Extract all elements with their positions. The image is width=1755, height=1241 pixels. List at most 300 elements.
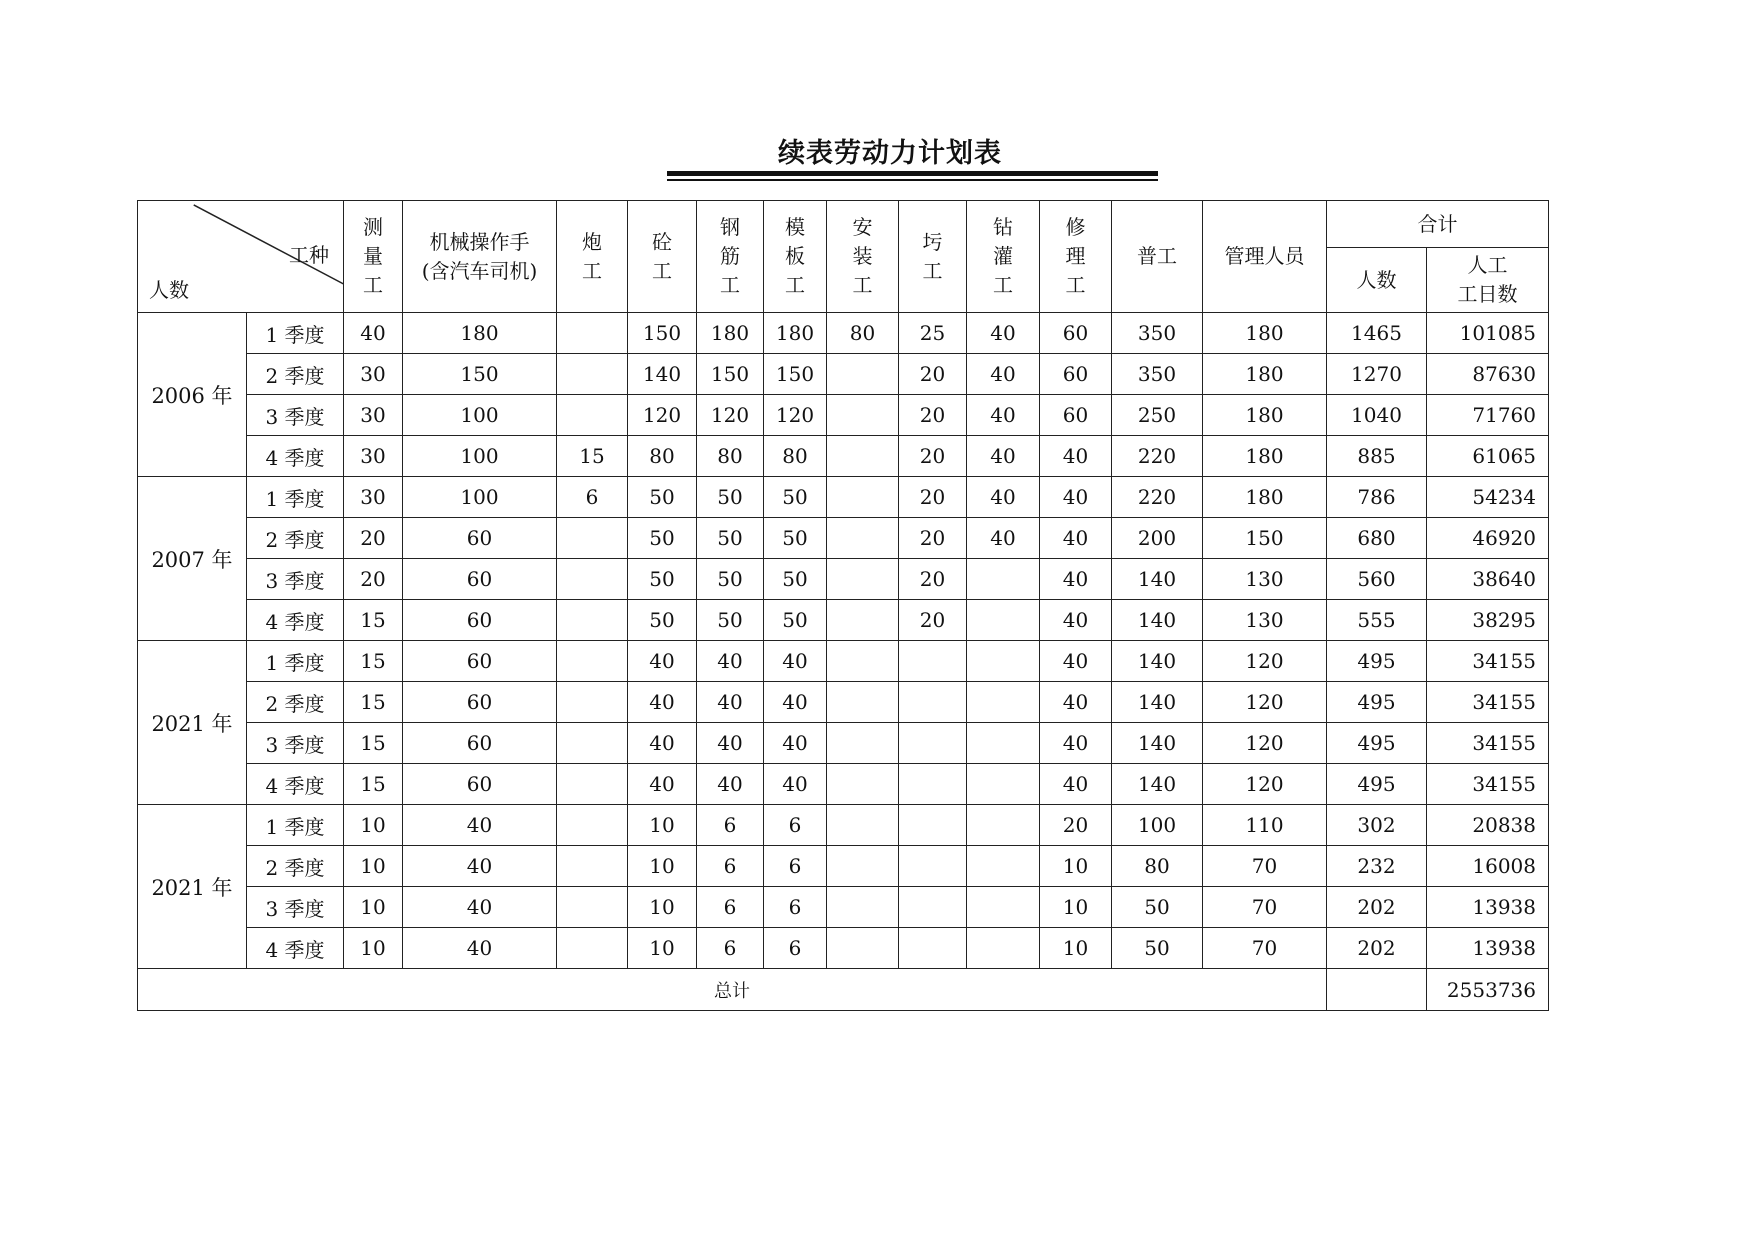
col-header-text: 炮	[582, 229, 602, 254]
col-header-repair	[1040, 201, 1112, 313]
total-workdays-cell: 46920	[1427, 518, 1549, 559]
value-cell-installer: 80	[827, 313, 899, 354]
value-cell-masonry: 20	[899, 354, 967, 395]
value-cell-blasting	[557, 559, 628, 600]
value-cell-masonry: 20	[899, 518, 967, 559]
quarter-cell: 2 季度	[247, 354, 344, 395]
quarter-cell: 1 季度	[247, 805, 344, 846]
value-cell-blasting	[557, 887, 628, 928]
quarter-cell: 2 季度	[247, 682, 344, 723]
year-cell: 2007 年	[138, 477, 247, 641]
total-workdays-cell: 87630	[1427, 354, 1549, 395]
col-header-text: 管理人员	[1224, 244, 1305, 268]
col-header-masonry	[899, 201, 967, 313]
value-cell-masonry: 25	[899, 313, 967, 354]
value-cell-masonry	[899, 928, 967, 969]
value-cell-concrete: 10	[628, 928, 697, 969]
value-cell-general: 140	[1112, 682, 1203, 723]
total-people-cell: 1465	[1327, 313, 1427, 354]
value-cell-survey: 10	[344, 846, 403, 887]
table-row	[138, 887, 1549, 928]
year-cell: 2021 年	[138, 641, 247, 805]
value-cell-concrete: 50	[628, 477, 697, 518]
value-cell-masonry	[899, 682, 967, 723]
corner-type-label: 工种	[289, 243, 329, 267]
table-row	[138, 723, 1549, 764]
col-header-text: 圬	[922, 229, 943, 254]
value-cell-blasting	[557, 641, 628, 682]
value-cell-masonry: 20	[899, 477, 967, 518]
value-cell-machinery: 180	[403, 313, 557, 354]
value-cell-installer	[827, 764, 899, 805]
col-header-text: 理	[1065, 244, 1086, 268]
value-cell-general: 220	[1112, 436, 1203, 477]
value-cell-survey: 20	[344, 518, 403, 559]
total-workdays-cell: 13938	[1427, 887, 1549, 928]
title-underline-thin	[667, 179, 1158, 181]
value-cell-formwork: 40	[764, 641, 827, 682]
total-workdays-cell: 16008	[1427, 846, 1549, 887]
col-header-text: 工	[1065, 273, 1086, 297]
col-header-rebar	[697, 201, 764, 313]
value-cell-formwork: 180	[764, 313, 827, 354]
table-row	[138, 477, 1549, 518]
table-row	[138, 928, 1549, 969]
value-cell-repair: 10	[1040, 928, 1112, 969]
value-cell-concrete: 140	[628, 354, 697, 395]
col-header-drilling	[967, 201, 1040, 313]
corner-count-label: 人数	[149, 278, 189, 302]
value-cell-drilling	[967, 805, 1040, 846]
value-cell-machinery: 40	[403, 805, 557, 846]
quarter-cell: 4 季度	[247, 436, 344, 477]
value-cell-concrete: 50	[628, 518, 697, 559]
value-cell-installer	[827, 805, 899, 846]
col-header-text: (含汽车司机)	[421, 258, 538, 283]
value-cell-blasting	[557, 723, 628, 764]
value-cell-rebar: 150	[697, 354, 764, 395]
value-cell-blasting	[557, 846, 628, 887]
quarter-cell: 3 季度	[247, 559, 344, 600]
value-cell-general: 350	[1112, 354, 1203, 395]
value-cell-installer	[827, 887, 899, 928]
value-cell-installer	[827, 436, 899, 477]
grand-total-label: 总计	[138, 969, 1327, 1011]
col-header-people: 人数	[1327, 248, 1427, 313]
table-row	[138, 436, 1549, 477]
col-header-text: 工	[363, 273, 383, 297]
table-row	[138, 682, 1549, 723]
value-cell-rebar: 40	[697, 764, 764, 805]
value-cell-repair: 10	[1040, 846, 1112, 887]
value-cell-masonry	[899, 764, 967, 805]
value-cell-blasting	[557, 313, 628, 354]
value-cell-management: 120	[1203, 641, 1327, 682]
table-row	[138, 846, 1549, 887]
value-cell-management: 120	[1203, 682, 1327, 723]
value-cell-machinery: 40	[403, 928, 557, 969]
col-header-text: 人工	[1467, 253, 1508, 277]
col-header-text: 砼	[652, 229, 672, 254]
total-workdays-cell: 101085	[1427, 313, 1549, 354]
total-people-cell: 302	[1327, 805, 1427, 846]
quarter-cell: 1 季度	[247, 477, 344, 518]
value-cell-installer	[827, 600, 899, 641]
value-cell-masonry	[899, 805, 967, 846]
value-cell-formwork: 6	[764, 805, 827, 846]
value-cell-concrete: 10	[628, 805, 697, 846]
table-row	[138, 395, 1549, 436]
value-cell-formwork: 120	[764, 395, 827, 436]
value-cell-repair: 20	[1040, 805, 1112, 846]
value-cell-drilling	[967, 764, 1040, 805]
value-cell-installer	[827, 477, 899, 518]
total-people-cell: 495	[1327, 723, 1427, 764]
table-header	[138, 201, 1549, 313]
total-workdays-cell: 34155	[1427, 682, 1549, 723]
value-cell-general: 50	[1112, 887, 1203, 928]
value-cell-survey: 10	[344, 805, 403, 846]
value-cell-installer	[827, 518, 899, 559]
value-cell-rebar: 40	[697, 723, 764, 764]
value-cell-survey: 15	[344, 682, 403, 723]
col-header-survey	[344, 201, 403, 313]
value-cell-drilling: 40	[967, 395, 1040, 436]
value-cell-management: 180	[1203, 354, 1327, 395]
header-corner-cell	[138, 201, 344, 313]
col-header-text: 灌	[993, 244, 1013, 268]
total-people-cell: 680	[1327, 518, 1427, 559]
value-cell-machinery: 150	[403, 354, 557, 395]
col-header-text: 修	[1065, 215, 1086, 239]
table-row	[138, 313, 1549, 354]
value-cell-blasting	[557, 354, 628, 395]
value-cell-installer	[827, 641, 899, 682]
total-people-cell: 560	[1327, 559, 1427, 600]
col-header-text: 筋	[720, 244, 740, 268]
value-cell-survey: 30	[344, 354, 403, 395]
total-people-cell: 1270	[1327, 354, 1427, 395]
value-cell-management: 120	[1203, 764, 1327, 805]
value-cell-blasting	[557, 600, 628, 641]
value-cell-formwork: 150	[764, 354, 827, 395]
total-workdays-cell: 20838	[1427, 805, 1549, 846]
value-cell-survey: 15	[344, 641, 403, 682]
value-cell-blasting: 6	[557, 477, 628, 518]
total-workdays-cell: 34155	[1427, 764, 1549, 805]
value-cell-survey: 30	[344, 395, 403, 436]
quarter-cell: 1 季度	[247, 313, 344, 354]
total-workdays-cell: 38640	[1427, 559, 1549, 600]
value-cell-masonry: 20	[899, 600, 967, 641]
value-cell-concrete: 40	[628, 641, 697, 682]
value-cell-formwork: 6	[764, 846, 827, 887]
value-cell-drilling	[967, 723, 1040, 764]
value-cell-concrete: 40	[628, 723, 697, 764]
total-people-cell: 555	[1327, 600, 1427, 641]
value-cell-concrete: 40	[628, 682, 697, 723]
value-cell-machinery: 40	[403, 846, 557, 887]
value-cell-survey: 40	[344, 313, 403, 354]
value-cell-repair: 40	[1040, 436, 1112, 477]
year-cell: 2021 年	[138, 805, 247, 969]
col-header-text: 量	[363, 244, 383, 268]
value-cell-installer	[827, 682, 899, 723]
value-cell-general: 140	[1112, 764, 1203, 805]
value-cell-management: 180	[1203, 313, 1327, 354]
quarter-cell: 1 季度	[247, 641, 344, 682]
value-cell-machinery: 60	[403, 682, 557, 723]
value-cell-concrete: 50	[628, 559, 697, 600]
value-cell-drilling: 40	[967, 313, 1040, 354]
value-cell-blasting	[557, 928, 628, 969]
value-cell-machinery: 100	[403, 436, 557, 477]
value-cell-repair: 40	[1040, 723, 1112, 764]
col-header-text: 工	[720, 273, 740, 297]
value-cell-management: 180	[1203, 477, 1327, 518]
value-cell-general: 80	[1112, 846, 1203, 887]
col-header-blasting	[557, 201, 628, 313]
col-header-text: 工	[993, 273, 1013, 297]
value-cell-management: 70	[1203, 846, 1327, 887]
total-people-cell: 202	[1327, 928, 1427, 969]
value-cell-management: 130	[1203, 600, 1327, 641]
value-cell-formwork: 50	[764, 600, 827, 641]
value-cell-masonry	[899, 887, 967, 928]
total-workdays-cell: 71760	[1427, 395, 1549, 436]
year-cell: 2006 年	[138, 313, 247, 477]
value-cell-rebar: 80	[697, 436, 764, 477]
value-cell-formwork: 40	[764, 682, 827, 723]
value-cell-formwork: 50	[764, 477, 827, 518]
value-cell-repair: 60	[1040, 395, 1112, 436]
value-cell-rebar: 50	[697, 518, 764, 559]
value-cell-repair: 60	[1040, 313, 1112, 354]
value-cell-concrete: 10	[628, 846, 697, 887]
value-cell-survey: 15	[344, 764, 403, 805]
value-cell-repair: 40	[1040, 600, 1112, 641]
value-cell-masonry	[899, 641, 967, 682]
value-cell-repair: 40	[1040, 641, 1112, 682]
total-workdays-cell: 61065	[1427, 436, 1549, 477]
col-header-management	[1203, 201, 1327, 313]
value-cell-machinery: 60	[403, 559, 557, 600]
title-underline-thick	[667, 171, 1158, 176]
value-cell-management: 130	[1203, 559, 1327, 600]
quarter-cell: 4 季度	[247, 764, 344, 805]
col-header-text: 工	[922, 258, 943, 283]
col-header-general	[1112, 201, 1203, 313]
value-cell-repair: 40	[1040, 477, 1112, 518]
table-row	[138, 805, 1549, 846]
value-cell-blasting	[557, 518, 628, 559]
value-cell-general: 100	[1112, 805, 1203, 846]
value-cell-blasting	[557, 682, 628, 723]
col-header-text: 工	[852, 273, 873, 297]
value-cell-management: 180	[1203, 436, 1327, 477]
total-workdays-cell: 54234	[1427, 477, 1549, 518]
value-cell-formwork: 40	[764, 764, 827, 805]
value-cell-blasting	[557, 395, 628, 436]
value-cell-drilling	[967, 682, 1040, 723]
value-cell-rebar: 180	[697, 313, 764, 354]
value-cell-rebar: 6	[697, 887, 764, 928]
value-cell-general: 250	[1112, 395, 1203, 436]
value-cell-drilling	[967, 928, 1040, 969]
labor-plan-table	[137, 200, 1549, 1011]
quarter-cell: 3 季度	[247, 723, 344, 764]
value-cell-formwork: 80	[764, 436, 827, 477]
value-cell-concrete: 10	[628, 887, 697, 928]
value-cell-machinery: 60	[403, 600, 557, 641]
col-header-text: 测	[363, 215, 383, 239]
col-header-installer	[827, 201, 899, 313]
value-cell-survey: 20	[344, 559, 403, 600]
value-cell-drilling	[967, 887, 1040, 928]
value-cell-general: 140	[1112, 723, 1203, 764]
value-cell-drilling: 40	[967, 354, 1040, 395]
value-cell-general: 220	[1112, 477, 1203, 518]
col-header-concrete	[628, 201, 697, 313]
value-cell-rebar: 50	[697, 559, 764, 600]
value-cell-rebar: 6	[697, 846, 764, 887]
table-row	[138, 518, 1549, 559]
grand-total-workdays: 2553736	[1427, 969, 1549, 1011]
value-cell-machinery: 60	[403, 518, 557, 559]
quarter-cell: 4 季度	[247, 928, 344, 969]
value-cell-management: 70	[1203, 887, 1327, 928]
total-workdays-cell: 38295	[1427, 600, 1549, 641]
value-cell-general: 350	[1112, 313, 1203, 354]
value-cell-formwork: 6	[764, 928, 827, 969]
total-people-cell: 786	[1327, 477, 1427, 518]
value-cell-masonry: 20	[899, 395, 967, 436]
total-people-cell: 1040	[1327, 395, 1427, 436]
value-cell-survey: 15	[344, 600, 403, 641]
value-cell-rebar: 40	[697, 682, 764, 723]
value-cell-general: 50	[1112, 928, 1203, 969]
table-row	[138, 559, 1549, 600]
total-people-cell: 495	[1327, 682, 1427, 723]
value-cell-drilling	[967, 846, 1040, 887]
col-header-text: 装	[852, 244, 873, 268]
document-title: 续表劳动力计划表	[778, 138, 1002, 169]
value-cell-formwork: 50	[764, 518, 827, 559]
value-cell-installer	[827, 846, 899, 887]
table-row	[138, 641, 1549, 682]
value-cell-management: 180	[1203, 395, 1327, 436]
value-cell-rebar: 40	[697, 641, 764, 682]
value-cell-repair: 40	[1040, 764, 1112, 805]
value-cell-concrete: 120	[628, 395, 697, 436]
col-header-text: 安	[852, 215, 873, 239]
total-people-cell: 495	[1327, 764, 1427, 805]
table-row	[138, 764, 1549, 805]
value-cell-rebar: 50	[697, 477, 764, 518]
value-cell-management: 120	[1203, 723, 1327, 764]
value-cell-blasting: 15	[557, 436, 628, 477]
value-cell-concrete: 40	[628, 764, 697, 805]
value-cell-general: 140	[1112, 600, 1203, 641]
value-cell-general: 200	[1112, 518, 1203, 559]
value-cell-drilling	[967, 600, 1040, 641]
value-cell-drilling: 40	[967, 436, 1040, 477]
value-cell-repair: 10	[1040, 887, 1112, 928]
value-cell-rebar: 120	[697, 395, 764, 436]
value-cell-machinery: 100	[403, 395, 557, 436]
total-people-cell: 232	[1327, 846, 1427, 887]
quarter-cell: 2 季度	[247, 846, 344, 887]
value-cell-general: 140	[1112, 641, 1203, 682]
value-cell-survey: 10	[344, 887, 403, 928]
total-workdays-cell: 13938	[1427, 928, 1549, 969]
value-cell-management: 110	[1203, 805, 1327, 846]
quarter-cell: 3 季度	[247, 395, 344, 436]
value-cell-rebar: 50	[697, 600, 764, 641]
quarter-cell: 4 季度	[247, 600, 344, 641]
value-cell-blasting	[557, 764, 628, 805]
total-workdays-cell: 34155	[1427, 723, 1549, 764]
col-header-formwork	[764, 201, 827, 313]
value-cell-survey: 30	[344, 477, 403, 518]
col-header-text: 工	[785, 273, 805, 297]
value-cell-survey: 10	[344, 928, 403, 969]
value-cell-masonry	[899, 846, 967, 887]
table-body	[138, 313, 1549, 1011]
value-cell-drilling: 40	[967, 477, 1040, 518]
header-row	[138, 201, 1549, 248]
quarter-cell: 3 季度	[247, 887, 344, 928]
value-cell-concrete: 80	[628, 436, 697, 477]
col-header-machinery	[403, 201, 557, 313]
value-cell-masonry	[899, 723, 967, 764]
col-header-text: 板	[785, 244, 805, 268]
value-cell-formwork: 40	[764, 723, 827, 764]
col-header-text: 工	[582, 258, 602, 283]
col-header-text: 模	[785, 215, 805, 239]
value-cell-machinery: 60	[403, 764, 557, 805]
value-cell-drilling	[967, 641, 1040, 682]
value-cell-machinery: 100	[403, 477, 557, 518]
col-header-text: 机械操作手	[429, 229, 530, 254]
value-cell-repair: 40	[1040, 518, 1112, 559]
value-cell-installer	[827, 354, 899, 395]
value-cell-masonry: 20	[899, 436, 967, 477]
value-cell-rebar: 6	[697, 805, 764, 846]
quarter-cell: 2 季度	[247, 518, 344, 559]
value-cell-blasting	[557, 805, 628, 846]
value-cell-management: 70	[1203, 928, 1327, 969]
value-cell-rebar: 6	[697, 928, 764, 969]
value-cell-survey: 15	[344, 723, 403, 764]
col-header-text: 工	[652, 258, 672, 283]
value-cell-formwork: 50	[764, 559, 827, 600]
grand-total-people	[1327, 969, 1427, 1011]
value-cell-drilling	[967, 559, 1040, 600]
total-workdays-cell: 34155	[1427, 641, 1549, 682]
value-cell-machinery: 60	[403, 641, 557, 682]
value-cell-repair: 40	[1040, 559, 1112, 600]
value-cell-machinery: 60	[403, 723, 557, 764]
value-cell-formwork: 6	[764, 887, 827, 928]
value-cell-installer	[827, 395, 899, 436]
table-row	[138, 600, 1549, 641]
value-cell-general: 140	[1112, 559, 1203, 600]
value-cell-installer	[827, 723, 899, 764]
col-header-text: 钻	[993, 215, 1013, 239]
total-people-cell: 495	[1327, 641, 1427, 682]
value-cell-concrete: 150	[628, 313, 697, 354]
